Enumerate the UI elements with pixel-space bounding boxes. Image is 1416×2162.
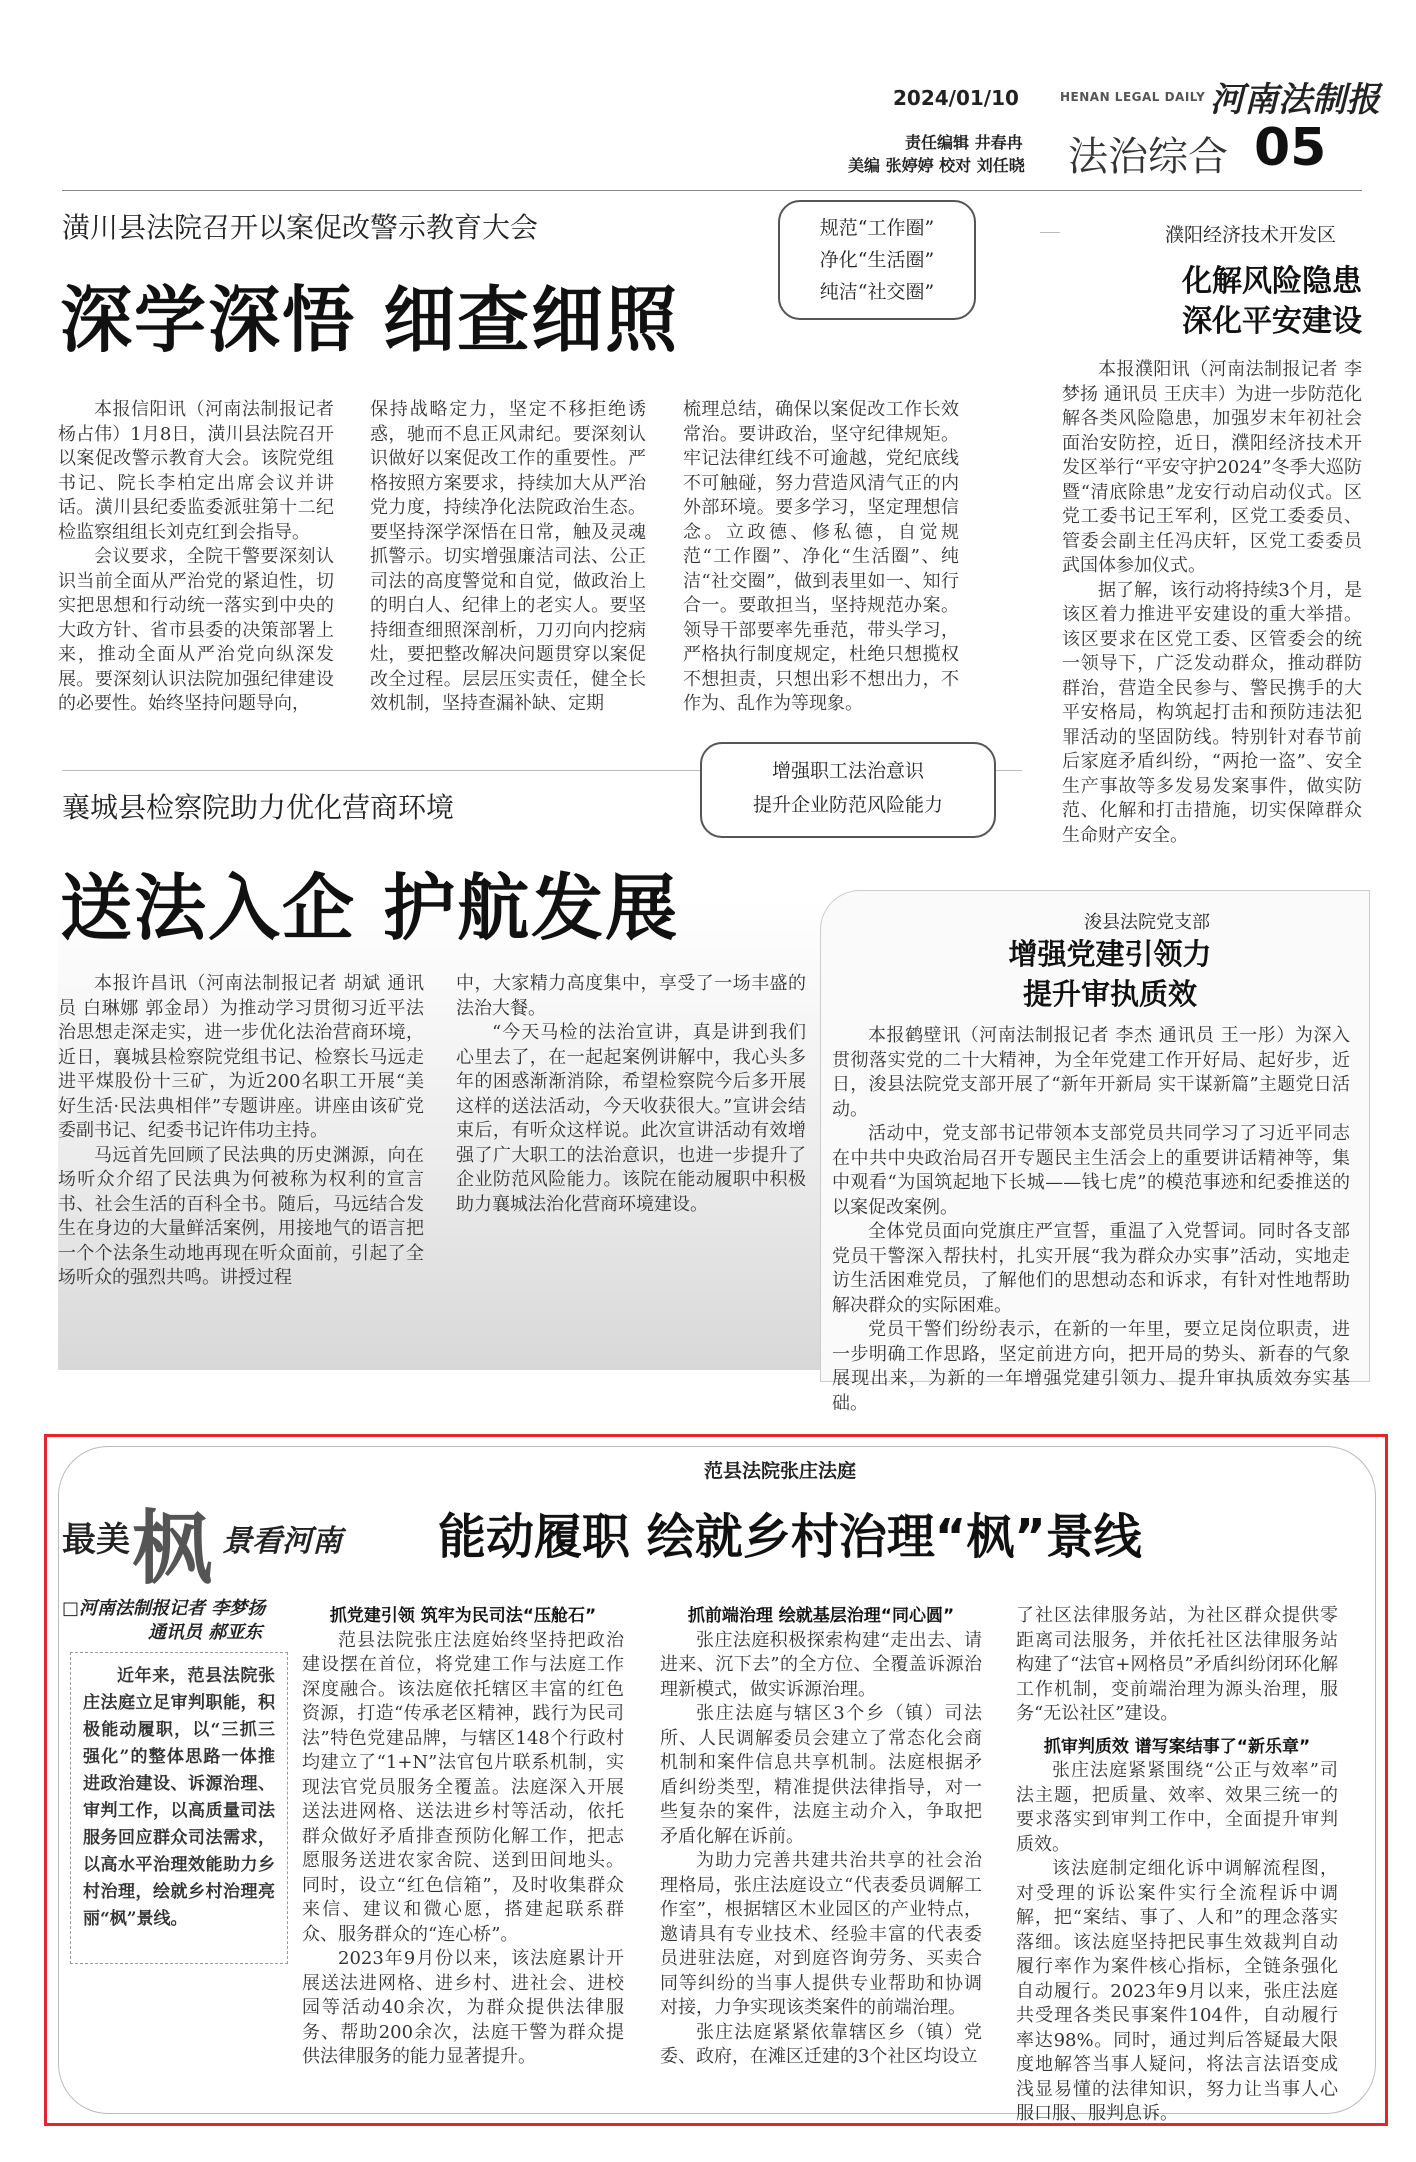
editors-line-1: 责任编辑 井春冉 <box>905 133 1023 152</box>
paragraph: 党员干警们纷纷表示，在新的一年里，要立足岗位职责，进一步明确工作思路，坚定前进方向，把开局的势头、新春的气象展现出来，为新的一年增强党建引领力、提升审执质效夯实基础。 <box>832 1319 1350 1414</box>
feature-headline: 能动履职 绘就乡村治理“枫”景线 <box>438 1509 1142 1565</box>
masthead-rule <box>62 190 1362 191</box>
issue-date: 2024/01/10 <box>893 86 1019 110</box>
bubble-line: 增强职工法治意识 <box>771 760 924 782</box>
article3-column-1 <box>58 972 424 1291</box>
paragraph: 本报鹤壁讯（河南法制报记者 李杰 通讯员 王一彤）为深入贯彻落实党的二十大精神，为全年党建工作开好局、起好步，近日，浚县法院党支部开展了“新年开新局 实干谋新篇”主题党日活动。 <box>832 1025 1350 1120</box>
section-subheading: 抓审判质效 谱写案结事了“新乐章” <box>1043 1736 1311 1757</box>
headline-line: 化解风险隐患 <box>1182 264 1362 299</box>
column-logo <box>62 1484 402 1594</box>
paragraph: 中，大家精力高度集中，享受了一场丰盛的法治大餐。 <box>456 973 806 1019</box>
paragraph: “今天马检的法治宣讲，真是讲到我们心里去了，在一起起案例讲解中，我心头多年的困惑渐渐消除，希望检察院今后多开展这样的送法活动，今天收获很大。”宣讲会结束后，有听众这样说。此次宣讲活动有效增强了广大职工的法治意识，也进一步提升了企业防范风险能力。该院在能动履职中积极助力襄城法治化营商环境建设。 <box>456 1022 806 1215</box>
paragraph: 该法庭制定细化诉中调解流程图，对受理的诉讼案件实行全流程诉中调解，把“案结、事了、人和”的理念落实落细。该法庭坚持把民事生效裁判自动履行率作为案件核心指标，全链条强化自动履行。2023年9月以来，张庄法庭共受理各类民事案件104件，自动履行率达98%。同时，通过判后答疑最大限度地解答当事人疑问，将法言法语变成浅显易懂的法律知识，努力让当事人心服口服、服判息诉。 <box>1016 1858 1338 2124</box>
article3-column-2 <box>456 972 806 1217</box>
article1-column-1 <box>58 398 334 717</box>
paragraph: 会议要求，全院干警要深刻认识当前全面从严治党的紧迫性，切实把思想和行动统一落实到中央的大政方针、省市县委的决策部署上来，推动全面从严治党向纵深发展。要深刻认识法院加强纪律建设的必要性。始终坚持问题导向， <box>58 546 334 714</box>
feature-top-label: 范县法院张庄法庭 <box>704 1460 857 1482</box>
article1-headline: 深学深悟 细查细照 <box>60 278 680 362</box>
column-logo-left: 最美 <box>62 1520 130 1560</box>
bubble-line: 净化“生活圈” <box>819 249 935 271</box>
article2-headline <box>1060 262 1362 342</box>
paragraph: 据了解，该行动将持续3个月，是该区着力推进平安建设的重大举措。该区要求在区党工委、区管委会的统一领导下，广泛发动群众，推动群防群治，营造全民参与、警民携手的大平安格局，构筑起打击和预防违法犯罪活动的坚固防线。特别针对春节前后家庭矛盾纠纷，“两抢一盗”、安全生产事故等多发易发案事件，做实防范、化解和打击措施，切实保障群众生命财产安全。 <box>1062 579 1362 846</box>
paragraph: 马远首先回顾了民法典的历史渊源，向在场听众介绍了民法典为何被称为权利的宣言书、社会生活的百科全书。随后，马远结合发生在身边的大量鲜活案例，用接地气的语言把一个个法条生动地再现在听众面前，引起了全场听众的强烈共鸣。讲授过程 <box>58 1144 424 1288</box>
paper-name-en: HENAN LEGAL DAILY <box>1060 90 1206 104</box>
article2-kicker: 濮阳经济技术开发区 <box>1165 224 1337 246</box>
editors-line-2: 美编 张婷婷 校对 刘任晓 <box>848 156 1025 175</box>
paragraph: 范县法院张庄法庭始终坚持把政治建设摆在首位，将党建工作与法庭工作深度融合。该法庭依托辖区丰富的红色资源，打造“传承老区精神，践行为民司法”特色党建品牌，与辖区148个行政村均建立了“1+N”法官包片联系机制，实现法官党员服务全覆盖。法庭深入开展送法进网格、送法进乡村等活动，依托群众做好矛盾排查预防化解工作，把志愿服务送进农家舍院、送到田间地头。同时，设立“红色信箱”，及时收集群众来信、建议和微心愿，搭建起联系群众、服务群众的“连心桥”。 <box>302 1629 624 1945</box>
article4-kicker: 浚县法院党支部 <box>1084 912 1210 933</box>
paragraph: 了社区法律服务站，为社区群众提供零距离司法服务，并依托社区法律服务站构建了“法官+网格员”矛盾纠纷闭环化解工作机制，变前端治理为源头治理，服务“无讼社区”建设。 <box>1016 1605 1338 1724</box>
feature-column-2 <box>660 1604 982 2070</box>
paragraph: 本报信阳讯（河南法制报记者 杨占伟）1月8日，潢川县法院召开以案促改警示教育大会。该院党组书记、院长李柏定出席会议并讲话。潢川县纪委监委派驻第十二纪检监察组组长刘克红到会指导。 <box>58 399 334 543</box>
article4-headline <box>900 934 1320 1014</box>
paragraph: 本报许昌讯（河南法制报记者 胡斌 通讯员 白琳娜 郭金昂）为推动学习贯彻习近平法治思想走深走实，进一步优化法治营商环境，近日，襄城县检察院党组书记、检察长马远走进平煤股份十三矿，为近200名职工开展“美好生活·民法典相伴”专题讲座。讲座由该矿党委副书记、纪委书记许伟功主持。 <box>58 973 424 1141</box>
headline-line: 深化平安建设 <box>1182 304 1362 339</box>
article2-top-rule <box>1040 232 1060 233</box>
section-name: 法治综合 <box>1068 134 1228 180</box>
article3-kicker: 襄城县检察院助力优化营商环境 <box>62 791 455 824</box>
feature-column-1 <box>302 1604 624 2070</box>
bubble-line: 纯洁“社交圈” <box>819 281 935 303</box>
headline-line: 增强党建引领力 <box>1008 937 1212 971</box>
article4-body <box>832 1024 1350 1416</box>
feature-byline-1: □河南法制报记者 李梦扬 <box>62 1598 266 1619</box>
paragraph: 为助力完善共建共治共享的社会治理格局，张庄法庭设立“代表委员调解工作室”，根据辖区木业园区的产业特点，邀请具有专业技术、经验丰富的代表委员进驻法庭，对到庭咨询劳务、买卖合同等纠纷的当事人提供专业帮助和协调对接，力争实现该类案件的前端治理。 <box>660 1850 982 2018</box>
article2-body <box>1062 358 1362 848</box>
article1-quote-bubble <box>778 200 976 320</box>
paragraph: 本报濮阳讯（河南法制报记者 李梦扬 通讯员 王庆丰）为进一步防范化解各类风险隐患，加强岁末年初社会面治安防控，近日，濮阳经济技术开发区举行“平安守护2024”冬季大巡防暨“清底除患”龙安行动启动仪式。区党工委书记王军利，区党工委委员、管委会副主任冯庆轩，区党工委委员武国体参加仪式。 <box>1062 359 1362 576</box>
page-number: 05 <box>1254 118 1327 178</box>
article1-kicker: 潢川县法院召开以案促改警示教育大会 <box>62 211 539 244</box>
bubble-line: 提升企业防范风险能力 <box>752 794 943 816</box>
paragraph: 张庄法庭紧紧围绕“公正与效率”司法主题，把质量、效率、效果三统一的要求落实到审判工作中，全面提升审判质效。 <box>1016 1760 1338 1855</box>
paragraph: 全体党员面向党旗庄严宣誓，重温了入党誓词。同时各支部党员干警深入帮扶村，扎实开展“我为群众办实事”活动，实地走访生活困难党员，了解他们的思想动态和诉求，有针对性地帮助解决群众的实际困难。 <box>832 1221 1350 1316</box>
section-subheading: 抓党建引领 筑牢为民司法“压舱石” <box>329 1606 597 1626</box>
paragraph: 张庄法庭积极探索构建“走出去、请进来、沉下去”的全方位、全覆盖诉源治理新模式，做实诉源治理。 <box>660 1629 982 1700</box>
headline-line: 提升审执质效 <box>1022 977 1197 1011</box>
article3-headline: 送法入企 护航发展 <box>60 866 680 950</box>
article3-quote-bubble <box>700 742 996 838</box>
paragraph: 张庄法庭紧紧依靠辖区乡（镇）党委、政府，在滩区迁建的3个社区均设立 <box>660 2021 982 2067</box>
article1-column-3 <box>683 398 959 717</box>
bubble-line: 规范“工作圈” <box>819 217 935 239</box>
feature-intro <box>83 1663 275 1933</box>
paragraph: 保持战略定力，坚定不移拒绝诱惑，驰而不息正风肃纪。要深刻认识做好以案促改工作的重要性。严格按照方案要求，持续加大从严治党力度，持续净化法院政治生态。要坚持深学深悟在日常，触及灵魂抓警示。切实增强廉洁司法、公正司法的高度警觉和自觉，做政治上的明白人、纪律上的老实人。要坚持细查细照深剖析，刀刃向内挖病灶，要把整改解决问题贯穿以案促改全过程。层层压实责任，健全长效机制，坚持查漏补缺、定期 <box>370 399 646 714</box>
feature-intro-box <box>70 1652 288 1964</box>
column-logo-maple: 枫 <box>132 1501 212 1595</box>
paragraph: 梳理总结，确保以案促改工作长效常治。要讲政治，坚守纪律规矩。牢记法律红线不可逾越，党纪底线不可触碰，努力营造风清气正的内外部环境。要多学习，坚定理想信念。立政德、修私德，自觉规范“工作圈”、净化“生活圈”、纯洁“社交圈”，做到表里如一、知行合一。要敢担当，坚持规范办案。领导干部要率先垂范，带头学习，严格执行制度规定，杜绝只想揽权不想担责，只想出彩不想出力，不作为、乱作为等现象。 <box>683 399 959 714</box>
column-logo-right: 景看河南 <box>222 1524 342 1559</box>
paragraph: 近年来，范县法院张庄法庭立足审判职能，积极能动履职，以“三抓三强化”的整体思路一体推进政治建设、诉源治理、审判工作，以高质量司法服务回应群众司法需求，以高水平治理效能助力乡村治理，绘就乡村治理亮丽“枫”景线。 <box>83 1666 275 1929</box>
paragraph: 活动中，党支部书记带领本支部党员共同学习了习近平同志在中共中央政治局召开专题民主生活会上的重要讲话精神等，集中观看“为国筑起地下长城——钱七虎”的模范事迹和纪委推送的以案促改案例。 <box>832 1123 1350 1218</box>
feature-column-3 <box>1016 1604 1338 2127</box>
paper-logo: 河南法制报 <box>1210 80 1380 120</box>
paragraph: 2023年9月份以来，该法庭累计开展送法进网格、进乡村、进社会、进校园等活动40余次，为群众提供法律服务、帮助200余次，法庭干警为群众提供法律服务的能力显著提升。 <box>302 1948 624 2067</box>
section-subheading: 抓前端治理 绘就基层治理“同心圆” <box>687 1606 955 1626</box>
paragraph: 张庄法庭与辖区3个乡（镇）司法所、人民调解委员会建立了常态化会商机制和案件信息共享机制。法庭根据矛盾纠纷类型，精准提供法律指导，对一些复杂的案件，法庭主动介入，争取把矛盾化解在诉前。 <box>660 1703 982 1847</box>
feature-byline-2: 通讯员 郝亚东 <box>148 1622 263 1643</box>
article1-column-2 <box>370 398 646 717</box>
